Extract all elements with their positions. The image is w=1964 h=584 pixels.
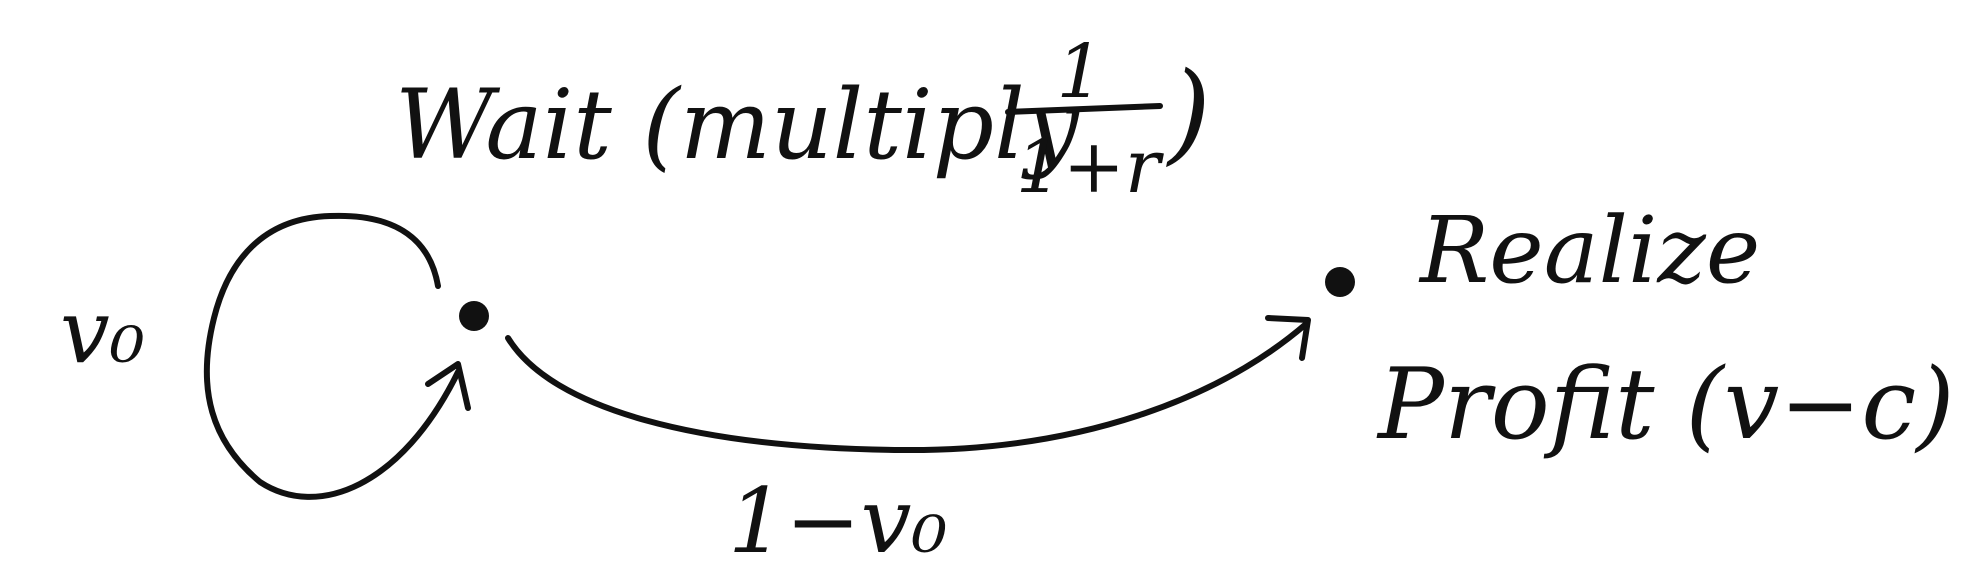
wait-label-prefix: Wait (multiply xyxy=(395,69,1080,181)
realize-label-line2: Profit (v−c) xyxy=(1378,348,1955,462)
realize-state-node xyxy=(1325,267,1355,297)
wait-label-suffix: ) xyxy=(1168,48,1211,176)
self-loop-label: v₀ xyxy=(60,280,145,383)
wait-label xyxy=(395,29,1211,210)
fraction-numerator: 1 xyxy=(1056,29,1104,115)
fraction-denominator: 1+r xyxy=(1015,124,1161,210)
transition-label: 1−v₀ xyxy=(728,469,948,574)
wait-state-node xyxy=(459,301,489,331)
realize-label-line1: Realize xyxy=(1420,197,1761,304)
transition-arrow xyxy=(508,324,1306,450)
self-loop-arrow xyxy=(207,216,458,497)
realize-label xyxy=(1376,197,1955,462)
